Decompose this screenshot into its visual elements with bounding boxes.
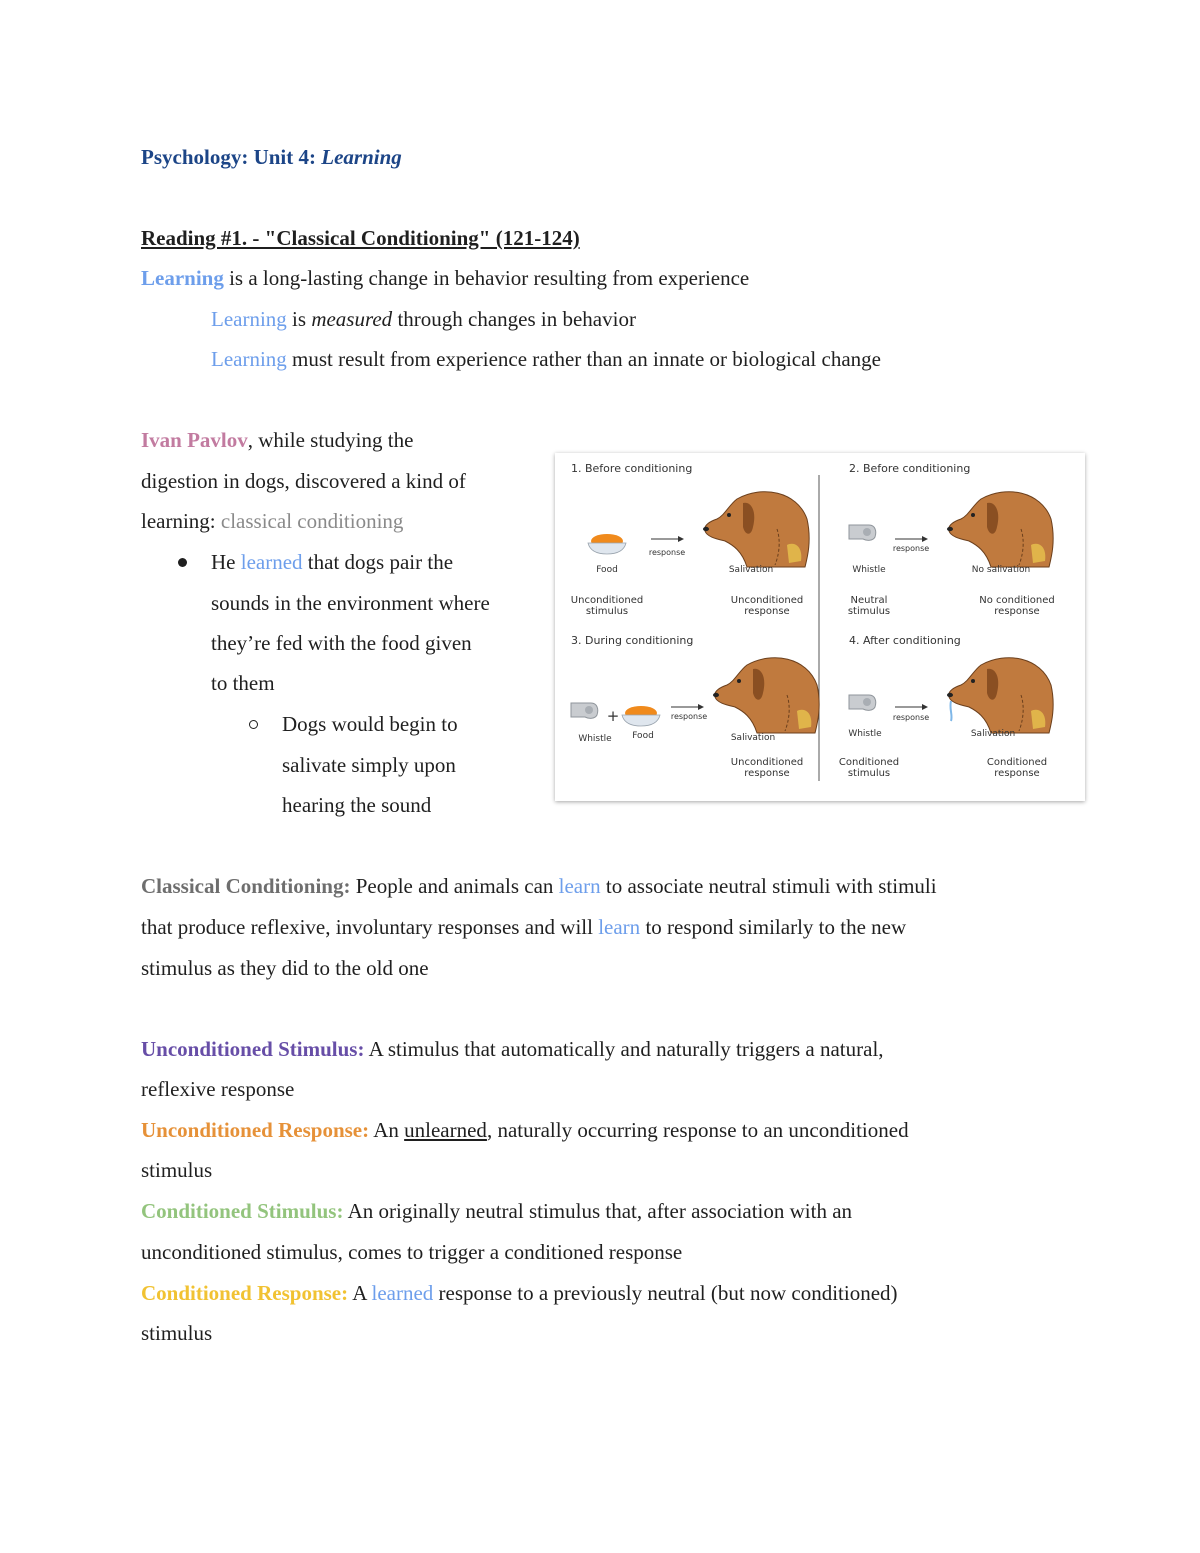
svg-text:stimulus: stimulus	[847, 606, 891, 617]
svg-text:stimulus: stimulus	[847, 768, 891, 779]
dog-icon	[947, 658, 1053, 733]
svg-text:response: response	[670, 712, 708, 721]
svg-text:stimulus: stimulus	[585, 606, 629, 617]
classical-line-3: stimulus as they did to the old one	[141, 956, 429, 980]
svg-text:Salivation: Salivation	[970, 729, 1016, 739]
svg-text:Unconditioned: Unconditioned	[730, 757, 804, 768]
reading-heading: Reading #1. - "Classical Conditioning" (121-124)	[141, 226, 580, 250]
svg-text:No salivation: No salivation	[971, 565, 1031, 575]
svg-text:Neutral: Neutral	[850, 595, 888, 606]
learning-point-1: Learning is measured through changes in behavior	[211, 307, 636, 331]
panel-3-title: 3. During conditioning	[571, 634, 694, 647]
svg-text:Salivation: Salivation	[730, 733, 776, 743]
us-definition-2: reflexive response	[141, 1077, 295, 1101]
sub-bullet-ring	[249, 720, 258, 729]
whistle-icon	[571, 703, 598, 718]
bullet-dot	[178, 558, 187, 567]
food-bowl-icon	[588, 534, 626, 554]
svg-text:Food: Food	[596, 565, 618, 575]
ur-definition: Unconditioned Response: An unlearned, naturally occurring response to an unconditioned	[141, 1118, 909, 1142]
bullet-line-3: they’re fed with the food given	[211, 631, 472, 655]
svg-text:response: response	[892, 713, 930, 722]
whistle-icon	[849, 695, 876, 710]
dog-icon	[713, 658, 819, 733]
learning-point-2: Learning must result from experience rather than an innate or biological change	[211, 347, 881, 371]
panel-1-title: 1. Before conditioning	[571, 462, 693, 475]
pavlov-conditioning-figure	[555, 453, 1085, 801]
term-classical-conditioning: Classical Conditioning:	[141, 874, 351, 898]
svg-text:response: response	[744, 606, 790, 617]
figure-svg	[555, 453, 1085, 801]
cr-definition-2: stimulus	[141, 1321, 213, 1345]
svg-text:Unconditioned: Unconditioned	[730, 595, 804, 606]
food-bowl-icon	[622, 706, 660, 726]
saliva-icon	[950, 701, 951, 721]
term-ivan-pavlov: Ivan Pavlov	[141, 428, 248, 452]
svg-text:Whistle: Whistle	[578, 734, 612, 744]
title-italic: Learning	[321, 145, 402, 169]
svg-text:+: +	[606, 707, 620, 725]
svg-text:response: response	[648, 548, 686, 557]
whistle-icon	[849, 525, 876, 540]
bullet-line-1: He learned that dogs pair the	[211, 550, 454, 574]
svg-text:Salivation: Salivation	[728, 565, 774, 575]
dog-icon	[703, 492, 809, 567]
svg-text:Conditioned: Conditioned	[838, 757, 900, 768]
learning-definition: Learning is a long-lasting change in behavior resulting from experience	[141, 266, 750, 290]
svg-text:Whistle: Whistle	[848, 729, 882, 739]
term-conditioned-response: Conditioned Response:	[141, 1281, 349, 1305]
svg-text:response: response	[994, 768, 1040, 779]
svg-text:response: response	[994, 606, 1040, 617]
term-learning: Learning	[141, 266, 224, 290]
sub-bullet-line-3: hearing the sound	[282, 793, 432, 817]
svg-text:Food: Food	[632, 731, 654, 741]
bullet-line-4: to them	[211, 671, 275, 695]
svg-text:Unconditioned: Unconditioned	[570, 595, 644, 606]
bullet-line-2: sounds in the environment where	[211, 591, 490, 615]
panel-2-title: 2. Before conditioning	[849, 462, 971, 475]
pavlov-line-1: Ivan Pavlov, while studying the	[141, 428, 414, 452]
cr-definition: Conditioned Response: A learned response to a previously neutral (but now conditioned)	[141, 1281, 898, 1305]
svg-text:response: response	[744, 768, 790, 779]
term-unconditioned-stimulus: Unconditioned Stimulus:	[141, 1037, 365, 1061]
svg-text:Conditioned: Conditioned	[986, 757, 1048, 768]
dog-icon	[947, 492, 1053, 567]
term-unconditioned-response: Unconditioned Response:	[141, 1118, 370, 1142]
pavlov-line-3: learning: classical conditioning	[141, 509, 404, 533]
sub-bullet-line-2: salivate simply upon	[282, 753, 456, 777]
sub-bullet-line-1: Dogs would begin to	[282, 712, 458, 736]
us-definition: Unconditioned Stimulus: A stimulus that automatically and naturally triggers a natural,	[141, 1037, 884, 1061]
svg-text:response: response	[892, 544, 930, 553]
cs-definition-2: unconditioned stimulus, comes to trigger a conditioned response	[141, 1240, 683, 1264]
classical-line-2: that produce reflexive, involuntary responses and will learn to respond similarly to the new	[141, 915, 907, 939]
cs-definition: Conditioned Stimulus: An originally neutral stimulus that, after association with an	[141, 1199, 853, 1223]
classical-line-1: Classical Conditioning: People and animals can learn to associate neutral stimuli with stimuli	[141, 874, 937, 898]
svg-text:No conditioned: No conditioned	[979, 595, 1055, 606]
page-title: Psychology: Unit 4: Learning	[141, 145, 402, 169]
panel-4-title: 4. After conditioning	[849, 634, 961, 647]
svg-text:Whistle: Whistle	[852, 565, 886, 575]
term-conditioned-stimulus: Conditioned Stimulus:	[141, 1199, 344, 1223]
pavlov-line-2: digestion in dogs, discovered a kind of	[141, 469, 466, 493]
ur-definition-2: stimulus	[141, 1158, 213, 1182]
